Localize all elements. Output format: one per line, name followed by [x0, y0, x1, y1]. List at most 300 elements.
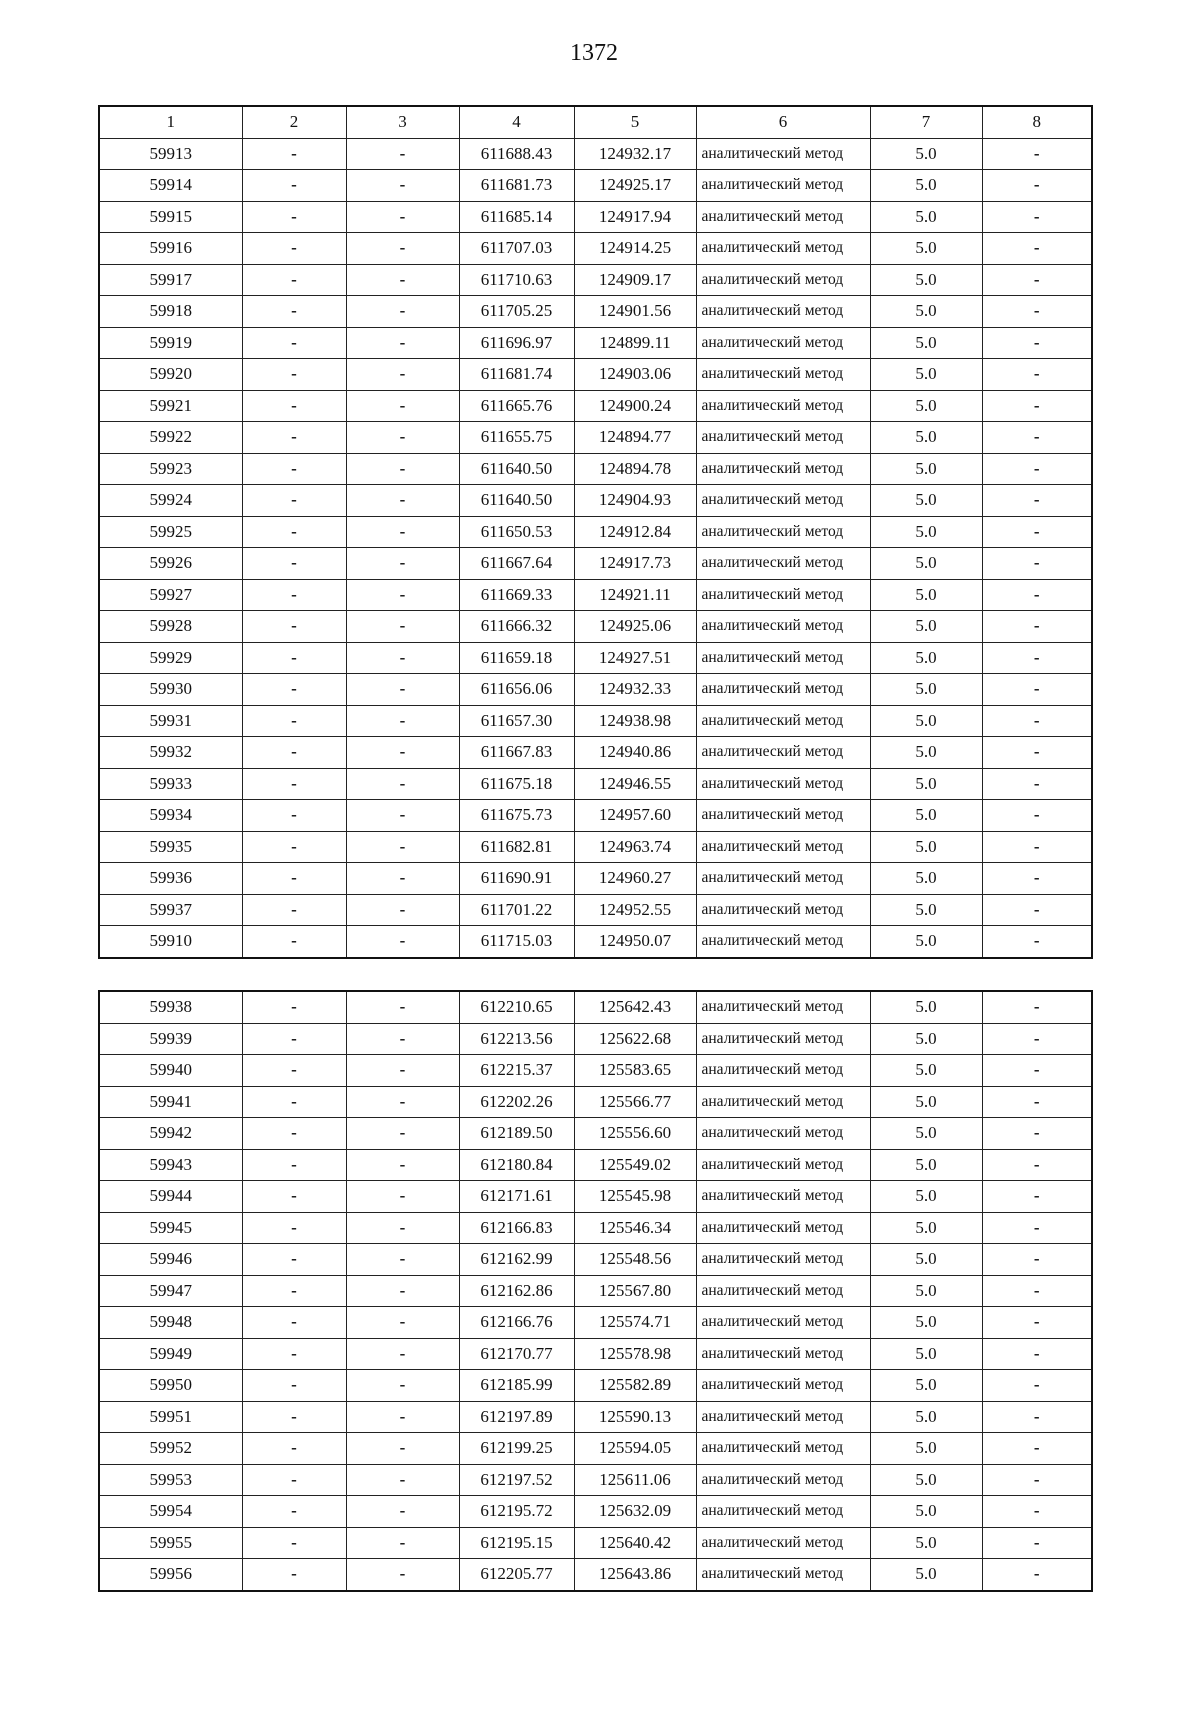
table-cell-col-6: аналитический метод	[696, 1023, 870, 1055]
table-cell-col-1: 59910	[99, 926, 242, 958]
table-cell-col-8: -	[982, 390, 1092, 422]
table-cell-col-2: -	[242, 674, 346, 706]
table-row	[99, 1212, 1092, 1244]
table-cell-col-3: -	[346, 170, 459, 202]
table-cell-col-8: -	[982, 264, 1092, 296]
table-cell-col-8: -	[982, 359, 1092, 391]
table-cell-col-1: 59923	[99, 453, 242, 485]
table-cell-col-6: аналитический метод	[696, 674, 870, 706]
table-cell-col-1: 59925	[99, 516, 242, 548]
table-cell-col-4: 611675.18	[459, 768, 574, 800]
table-cell-col-1: 59931	[99, 705, 242, 737]
table-cell-col-3: -	[346, 1527, 459, 1559]
table-row	[99, 611, 1092, 643]
table-cell-col-2: -	[242, 1527, 346, 1559]
table-row	[99, 579, 1092, 611]
table-cell-col-8: -	[982, 1023, 1092, 1055]
table-cell-col-2: -	[242, 1023, 346, 1055]
table-cell-col-7: 5.0	[870, 264, 982, 296]
table-cell-col-1: 59927	[99, 579, 242, 611]
table-cell-col-2: -	[242, 170, 346, 202]
table-cell-col-3: -	[346, 296, 459, 328]
table-row	[99, 1118, 1092, 1150]
table-cell-col-8: -	[982, 138, 1092, 170]
table-cell-col-2: -	[242, 327, 346, 359]
table-cell-col-6: аналитический метод	[696, 991, 870, 1023]
table-cell-col-5: 124901.56	[574, 296, 696, 328]
table-cell-col-4: 612197.89	[459, 1401, 574, 1433]
table-row	[99, 1559, 1092, 1591]
table-cell-col-8: -	[982, 1212, 1092, 1244]
table-cell-col-3: -	[346, 991, 459, 1023]
table-cell-col-8: -	[982, 831, 1092, 863]
table-cell-col-1: 59933	[99, 768, 242, 800]
table-cell-col-1: 59938	[99, 991, 242, 1023]
table-cell-col-1: 59943	[99, 1149, 242, 1181]
table-cell-col-7: 5.0	[870, 737, 982, 769]
table-cell-col-6: аналитический метод	[696, 1496, 870, 1528]
table-cell-col-7: 5.0	[870, 611, 982, 643]
table-cell-col-6: аналитический метод	[696, 1275, 870, 1307]
table-cell-col-7: 5.0	[870, 1370, 982, 1402]
table-cell-col-6: аналитический метод	[696, 233, 870, 265]
table-row	[99, 737, 1092, 769]
table-cell-col-2: -	[242, 926, 346, 958]
table-cell-col-7: 5.0	[870, 422, 982, 454]
table-cell-col-7: 5.0	[870, 1496, 982, 1528]
table-cell-col-2: -	[242, 1275, 346, 1307]
column-header: 4	[459, 106, 574, 138]
table-row	[99, 1401, 1092, 1433]
table-row	[99, 1307, 1092, 1339]
table-cell-col-2: -	[242, 264, 346, 296]
table-cell-col-2: -	[242, 1338, 346, 1370]
table-cell-col-6: аналитический метод	[696, 1338, 870, 1370]
table-cell-col-1: 59944	[99, 1181, 242, 1213]
table-cell-col-2: -	[242, 1181, 346, 1213]
table-cell-col-8: -	[982, 453, 1092, 485]
table-cell-col-7: 5.0	[870, 674, 982, 706]
table-cell-col-5: 124946.55	[574, 768, 696, 800]
table-cell-col-8: -	[982, 991, 1092, 1023]
table-cell-col-2: -	[242, 579, 346, 611]
table-cell-col-7: 5.0	[870, 138, 982, 170]
table-cell-col-4: 611640.50	[459, 485, 574, 517]
table-cell-col-7: 5.0	[870, 1244, 982, 1276]
table-cell-col-5: 124960.27	[574, 863, 696, 895]
table-cell-col-2: -	[242, 485, 346, 517]
table-row	[99, 1527, 1092, 1559]
table-cell-col-8: -	[982, 516, 1092, 548]
table-cell-col-6: аналитический метод	[696, 422, 870, 454]
table-cell-col-5: 124917.73	[574, 548, 696, 580]
table-cell-col-6: аналитический метод	[696, 201, 870, 233]
table-cell-col-4: 611696.97	[459, 327, 574, 359]
table-cell-col-5: 124925.17	[574, 170, 696, 202]
table-cell-col-6: аналитический метод	[696, 894, 870, 926]
table-cell-col-1: 59947	[99, 1275, 242, 1307]
table-cell-col-4: 612213.56	[459, 1023, 574, 1055]
table-cell-col-6: аналитический метод	[696, 170, 870, 202]
table-cell-col-2: -	[242, 1118, 346, 1150]
table-cell-col-3: -	[346, 1496, 459, 1528]
table-cell-col-6: аналитический метод	[696, 138, 870, 170]
table-cell-col-4: 611656.06	[459, 674, 574, 706]
table-cell-col-3: -	[346, 1307, 459, 1339]
table-cell-col-3: -	[346, 1086, 459, 1118]
table-cell-col-1: 59920	[99, 359, 242, 391]
table-cell-col-7: 5.0	[870, 579, 982, 611]
table-cell-col-2: -	[242, 1401, 346, 1433]
table-cell-col-1: 59946	[99, 1244, 242, 1276]
table-cell-col-2: -	[242, 453, 346, 485]
table-cell-col-6: аналитический метод	[696, 1212, 870, 1244]
table-cell-col-3: -	[346, 611, 459, 643]
table-cell-col-7: 5.0	[870, 485, 982, 517]
table-cell-col-3: -	[346, 579, 459, 611]
table-cell-col-3: -	[346, 1244, 459, 1276]
table-cell-col-6: аналитический метод	[696, 768, 870, 800]
table-cell-col-7: 5.0	[870, 863, 982, 895]
table-cell-col-8: -	[982, 926, 1092, 958]
table-cell-col-7: 5.0	[870, 642, 982, 674]
table-cell-col-4: 611669.33	[459, 579, 574, 611]
table-cell-col-3: -	[346, 327, 459, 359]
table-cell-col-5: 124899.11	[574, 327, 696, 359]
table-cell-col-8: -	[982, 768, 1092, 800]
table-cell-col-2: -	[242, 1149, 346, 1181]
table-cell-col-5: 125632.09	[574, 1496, 696, 1528]
table-cell-col-2: -	[242, 516, 346, 548]
table-cell-col-4: 611665.76	[459, 390, 574, 422]
table-cell-col-7: 5.0	[870, 1181, 982, 1213]
table-cell-col-2: -	[242, 1370, 346, 1402]
table-cell-col-7: 5.0	[870, 831, 982, 863]
table-cell-col-6: аналитический метод	[696, 453, 870, 485]
table-cell-col-1: 59941	[99, 1086, 242, 1118]
table-row	[99, 1433, 1092, 1465]
table-cell-col-5: 125566.77	[574, 1086, 696, 1118]
table-cell-col-7: 5.0	[870, 359, 982, 391]
table-row	[99, 926, 1092, 958]
table-cell-col-7: 5.0	[870, 1149, 982, 1181]
table-cell-col-8: -	[982, 800, 1092, 832]
table-cell-col-7: 5.0	[870, 453, 982, 485]
table-cell-col-1: 59932	[99, 737, 242, 769]
column-header: 7	[870, 106, 982, 138]
table-cell-col-8: -	[982, 485, 1092, 517]
table-cell-col-3: -	[346, 1055, 459, 1087]
table-cell-col-7: 5.0	[870, 1023, 982, 1055]
table-cell-col-1: 59945	[99, 1212, 242, 1244]
table-1-body	[99, 138, 1092, 958]
table-cell-col-8: -	[982, 201, 1092, 233]
table-2-body	[99, 991, 1092, 1591]
table-cell-col-5: 125583.65	[574, 1055, 696, 1087]
table-cell-col-4: 612195.72	[459, 1496, 574, 1528]
table-cell-col-5: 124921.11	[574, 579, 696, 611]
table-cell-col-8: -	[982, 863, 1092, 895]
table-cell-col-3: -	[346, 548, 459, 580]
table-cell-col-5: 125594.05	[574, 1433, 696, 1465]
table-cell-col-8: -	[982, 422, 1092, 454]
table-cell-col-5: 124914.25	[574, 233, 696, 265]
table-cell-col-1: 59924	[99, 485, 242, 517]
table-cell-col-4: 611667.64	[459, 548, 574, 580]
table-cell-col-1: 59922	[99, 422, 242, 454]
table-cell-col-2: -	[242, 1086, 346, 1118]
table-cell-col-3: -	[346, 737, 459, 769]
table-cell-col-8: -	[982, 1118, 1092, 1150]
table-cell-col-8: -	[982, 1401, 1092, 1433]
table-cell-col-2: -	[242, 1559, 346, 1591]
table-cell-col-4: 611640.50	[459, 453, 574, 485]
table-cell-col-2: -	[242, 642, 346, 674]
table-cell-col-7: 5.0	[870, 516, 982, 548]
table-cell-col-5: 125622.68	[574, 1023, 696, 1055]
table-cell-col-4: 611710.63	[459, 264, 574, 296]
table-cell-col-3: -	[346, 359, 459, 391]
table-cell-col-3: -	[346, 1370, 459, 1402]
table-cell-col-5: 125556.60	[574, 1118, 696, 1150]
table-cell-col-4: 611659.18	[459, 642, 574, 674]
table-cell-col-7: 5.0	[870, 768, 982, 800]
table-cell-col-5: 124952.55	[574, 894, 696, 926]
table-cell-col-8: -	[982, 233, 1092, 265]
table-cell-col-2: -	[242, 1055, 346, 1087]
table-cell-col-5: 124894.77	[574, 422, 696, 454]
table-cell-col-2: -	[242, 1433, 346, 1465]
table-cell-col-1: 59914	[99, 170, 242, 202]
table-cell-col-5: 124894.78	[574, 453, 696, 485]
table-cell-col-2: -	[242, 800, 346, 832]
table-cell-col-2: -	[242, 1496, 346, 1528]
table-cell-col-5: 125567.80	[574, 1275, 696, 1307]
table-cell-col-4: 611690.91	[459, 863, 574, 895]
table-cell-col-3: -	[346, 390, 459, 422]
table-cell-col-5: 125545.98	[574, 1181, 696, 1213]
header-row	[99, 106, 1092, 138]
table-cell-col-7: 5.0	[870, 1118, 982, 1150]
table-cell-col-7: 5.0	[870, 1433, 982, 1465]
table-cell-col-7: 5.0	[870, 1275, 982, 1307]
table-cell-col-1: 59936	[99, 863, 242, 895]
table-cell-col-3: -	[346, 705, 459, 737]
table-row	[99, 991, 1092, 1023]
table-cell-col-6: аналитический метод	[696, 1559, 870, 1591]
table-cell-col-3: -	[346, 800, 459, 832]
table-cell-col-5: 124925.06	[574, 611, 696, 643]
table-cell-col-7: 5.0	[870, 1464, 982, 1496]
table-row	[99, 1338, 1092, 1370]
table-row	[99, 390, 1092, 422]
table-cell-col-4: 612195.15	[459, 1527, 574, 1559]
table-cell-col-3: -	[346, 1559, 459, 1591]
table-cell-col-7: 5.0	[870, 1086, 982, 1118]
table-cell-col-8: -	[982, 642, 1092, 674]
table-row	[99, 705, 1092, 737]
table-row	[99, 1496, 1092, 1528]
table-cell-col-8: -	[982, 737, 1092, 769]
table-cell-col-6: аналитический метод	[696, 926, 870, 958]
table-cell-col-3: -	[346, 138, 459, 170]
table-cell-col-5: 125642.43	[574, 991, 696, 1023]
table-cell-col-1: 59935	[99, 831, 242, 863]
table-cell-col-1: 59918	[99, 296, 242, 328]
table-row	[99, 1275, 1092, 1307]
column-header: 3	[346, 106, 459, 138]
table-row	[99, 1055, 1092, 1087]
table-cell-col-2: -	[242, 737, 346, 769]
table-cell-col-8: -	[982, 1055, 1092, 1087]
table-cell-col-2: -	[242, 863, 346, 895]
table-cell-col-8: -	[982, 1433, 1092, 1465]
table-cell-col-3: -	[346, 1464, 459, 1496]
table-row	[99, 264, 1092, 296]
table-cell-col-1: 59939	[99, 1023, 242, 1055]
table-cell-col-2: -	[242, 390, 346, 422]
table-row	[99, 201, 1092, 233]
table-cell-col-4: 611650.53	[459, 516, 574, 548]
table-cell-col-1: 59928	[99, 611, 242, 643]
table-row	[99, 642, 1092, 674]
table-cell-col-5: 124938.98	[574, 705, 696, 737]
table-cell-col-4: 612171.61	[459, 1181, 574, 1213]
table-cell-col-4: 611675.73	[459, 800, 574, 832]
table-cell-col-3: -	[346, 1212, 459, 1244]
table-cell-col-1: 59915	[99, 201, 242, 233]
table-cell-col-5: 125548.56	[574, 1244, 696, 1276]
table-row	[99, 170, 1092, 202]
column-header: 5	[574, 106, 696, 138]
table-cell-col-3: -	[346, 1118, 459, 1150]
table-cell-col-6: аналитический метод	[696, 705, 870, 737]
table-cell-col-6: аналитический метод	[696, 359, 870, 391]
table-cell-col-6: аналитический метод	[696, 264, 870, 296]
table-cell-col-7: 5.0	[870, 296, 982, 328]
table-cell-col-6: аналитический метод	[696, 390, 870, 422]
table-cell-col-4: 612166.83	[459, 1212, 574, 1244]
table-cell-col-8: -	[982, 1244, 1092, 1276]
table-cell-col-3: -	[346, 201, 459, 233]
table-cell-col-5: 124950.07	[574, 926, 696, 958]
table-cell-col-2: -	[242, 1307, 346, 1339]
table-cell-col-8: -	[982, 1086, 1092, 1118]
table-cell-col-5: 125590.13	[574, 1401, 696, 1433]
table-cell-col-6: аналитический метод	[696, 1464, 870, 1496]
table-cell-col-2: -	[242, 1464, 346, 1496]
table-cell-col-8: -	[982, 1149, 1092, 1181]
table-cell-col-5: 124963.74	[574, 831, 696, 863]
table-cell-col-6: аналитический метод	[696, 1181, 870, 1213]
table-cell-col-4: 611701.22	[459, 894, 574, 926]
table-cell-col-2: -	[242, 705, 346, 737]
table-cell-col-2: -	[242, 611, 346, 643]
column-header: 8	[982, 106, 1092, 138]
table-cell-col-5: 124940.86	[574, 737, 696, 769]
table-cell-col-7: 5.0	[870, 926, 982, 958]
table-cell-col-5: 125582.89	[574, 1370, 696, 1402]
table-cell-col-8: -	[982, 1496, 1092, 1528]
table-cell-col-7: 5.0	[870, 705, 982, 737]
table-cell-col-8: -	[982, 1559, 1092, 1591]
table-cell-col-6: аналитический метод	[696, 800, 870, 832]
table-cell-col-7: 5.0	[870, 201, 982, 233]
table-cell-col-2: -	[242, 768, 346, 800]
table-cell-col-6: аналитический метод	[696, 831, 870, 863]
table-cell-col-2: -	[242, 233, 346, 265]
table-cell-col-3: -	[346, 863, 459, 895]
table-cell-col-2: -	[242, 831, 346, 863]
table-cell-col-8: -	[982, 705, 1092, 737]
table-cell-col-7: 5.0	[870, 233, 982, 265]
table-cell-col-3: -	[346, 1401, 459, 1433]
table-cell-col-6: аналитический метод	[696, 642, 870, 674]
table-cell-col-2: -	[242, 138, 346, 170]
table-row	[99, 516, 1092, 548]
table-cell-col-6: аналитический метод	[696, 1370, 870, 1402]
table-cell-col-5: 125640.42	[574, 1527, 696, 1559]
table-cell-col-2: -	[242, 1212, 346, 1244]
table-cell-col-1: 59955	[99, 1527, 242, 1559]
table-cell-col-2: -	[242, 422, 346, 454]
table-row	[99, 863, 1092, 895]
table-cell-col-6: аналитический метод	[696, 579, 870, 611]
table-row	[99, 1244, 1092, 1276]
table-cell-col-7: 5.0	[870, 390, 982, 422]
table-cell-col-3: -	[346, 516, 459, 548]
table-cell-col-4: 611657.30	[459, 705, 574, 737]
table-cell-col-2: -	[242, 991, 346, 1023]
table-cell-col-1: 59950	[99, 1370, 242, 1402]
table-cell-col-1: 59951	[99, 1401, 242, 1433]
table-cell-col-4: 612215.37	[459, 1055, 574, 1087]
table-cell-col-5: 124927.51	[574, 642, 696, 674]
table-row	[99, 768, 1092, 800]
table-cell-col-6: аналитический метод	[696, 485, 870, 517]
table-cell-col-4: 612189.50	[459, 1118, 574, 1150]
table-cell-col-6: аналитический метод	[696, 1307, 870, 1339]
table-cell-col-4: 611655.75	[459, 422, 574, 454]
table-row	[99, 327, 1092, 359]
table-row	[99, 1370, 1092, 1402]
table-cell-col-8: -	[982, 611, 1092, 643]
table-cell-col-3: -	[346, 422, 459, 454]
table-cell-col-8: -	[982, 1338, 1092, 1370]
table-cell-col-3: -	[346, 1181, 459, 1213]
table-cell-col-3: -	[346, 485, 459, 517]
table-cell-col-6: аналитический метод	[696, 548, 870, 580]
table-cell-col-3: -	[346, 1149, 459, 1181]
table-cell-col-6: аналитический метод	[696, 863, 870, 895]
table-cell-col-4: 611688.43	[459, 138, 574, 170]
table-cell-col-5: 124917.94	[574, 201, 696, 233]
table-cell-col-1: 59913	[99, 138, 242, 170]
table-cell-col-1: 59929	[99, 642, 242, 674]
table-row	[99, 894, 1092, 926]
table-cell-col-4: 611681.73	[459, 170, 574, 202]
table-cell-col-1: 59921	[99, 390, 242, 422]
table-cell-col-7: 5.0	[870, 1559, 982, 1591]
column-header: 2	[242, 106, 346, 138]
table-cell-col-4: 612180.84	[459, 1149, 574, 1181]
table-cell-col-7: 5.0	[870, 548, 982, 580]
table-cell-col-4: 611707.03	[459, 233, 574, 265]
table-row	[99, 1149, 1092, 1181]
table-cell-col-7: 5.0	[870, 894, 982, 926]
table-cell-col-5: 125549.02	[574, 1149, 696, 1181]
table-cell-col-5: 125643.86	[574, 1559, 696, 1591]
